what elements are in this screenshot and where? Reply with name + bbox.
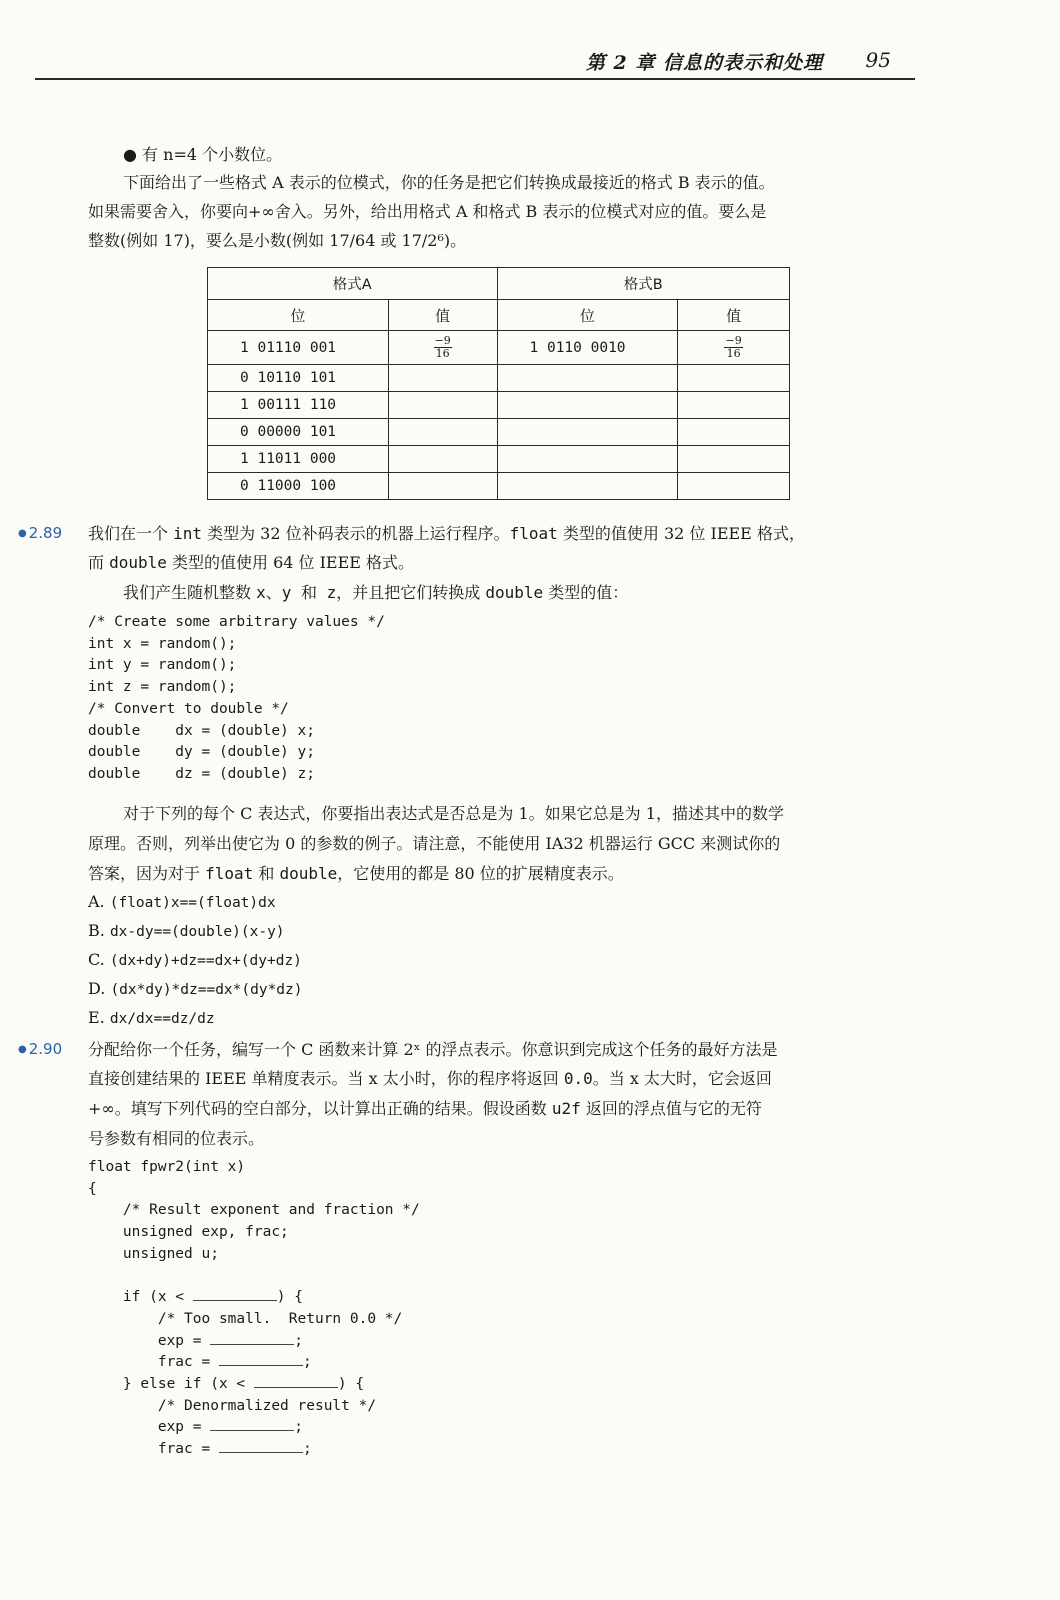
p290-line-1: 分配给你一个任务，编写一个 C 函数来计算 2ˣ 的浮点表示。你意识到完成这个任务的最好方法是 <box>88 1040 778 1059</box>
intro-paragraph-line-2: 如果需要舍入，你要向+∞舍入。另外，给出用格式 A 和格式 B 表示的位模式对应的值。要么是 <box>88 202 767 221</box>
a-bits-cell: 1 11011 000 <box>208 446 389 473</box>
table-row <box>208 392 790 419</box>
bullet-fraction-bits: ● 有 n=4 个小数位。 <box>123 145 283 164</box>
code-line: frac = ; <box>88 1441 312 1458</box>
code-line: exp = ; <box>88 1332 303 1349</box>
p290-code-block <box>88 1157 420 1461</box>
running-header <box>35 48 915 76</box>
fill-in-blank <box>193 1288 277 1301</box>
code-line: double dx = (double) x; <box>88 722 315 739</box>
fill-in-blank <box>210 1332 294 1345</box>
problem-number-2-90: ● 2.90 <box>18 1040 63 1058</box>
code-line: if (x < ) { <box>88 1289 303 1306</box>
code-line: frac = ; <box>88 1354 312 1371</box>
p289-line-1: 我们在一个 int 类型为 32 位补码表示的机器上运行程序。float 类型的值使用 32 位 IEEE 格式， <box>88 524 805 543</box>
code-line: /* Create some arbitrary values */ <box>88 614 385 630</box>
code-line: { <box>88 1180 97 1197</box>
table-row <box>208 419 790 446</box>
b-bits-cell <box>497 473 678 500</box>
b-bits-cell <box>497 419 678 446</box>
table-row <box>208 331 790 365</box>
fill-in-blank <box>219 1353 303 1366</box>
code-line: } else if (x < ) { <box>88 1376 365 1393</box>
p289-line-3: 我们产生随机整数 x、y 和 z，并且把它们转换成 double 类型的值： <box>123 583 629 602</box>
fraction: $\frac{-9}{16}$ <box>434 334 451 360</box>
p290-line-3: +∞。填写下列代码的空白部分，以计算出正确的结果。假设函数 u2f 返回的浮点值与它的无符 <box>88 1099 762 1118</box>
intro-paragraph-line-1: 下面给出了一些格式 A 表示的位模式，你的任务是把它们转换成最接近的格式 B 表示的值。 <box>123 173 775 192</box>
p289-line-2: 而 double 类型的值使用 64 位 IEEE 格式。 <box>88 553 415 572</box>
p289-code-block <box>88 612 385 786</box>
code-line: float fpwr2(int x) <box>88 1159 246 1175</box>
a-value-cell <box>388 473 497 500</box>
code-line: exp = ; <box>88 1419 303 1436</box>
expression-item-c: C. (dx+dy)+dz==dx+(dy+dz) <box>88 950 302 969</box>
code-line: unsigned exp, frac; <box>88 1224 289 1241</box>
a-bits-cell: 0 00000 101 <box>208 419 389 446</box>
a-bits-cell: 0 10110 101 <box>208 365 389 392</box>
b-value-cell <box>678 419 790 446</box>
chapter-title: 第 2 章 信息的表示和处理 <box>585 52 823 74</box>
fill-in-blank <box>210 1418 294 1431</box>
p289-question-line-3: 答案，因为对于 float 和 double，它使用的都是 80 位的扩展精度表示。 <box>88 864 624 883</box>
a-bits-cell: 0 11000 100 <box>208 473 389 500</box>
a-value-cell <box>388 446 497 473</box>
p290-line-2: 直接创建结果的 IEEE 单精度表示。当 x 太小时，你的程序将返回 0.0。当 x 太大时，它会返回 <box>88 1069 772 1088</box>
code-line: double dy = (double) y; <box>88 744 315 761</box>
format-conversion-table <box>207 267 790 500</box>
header-format-b: 格式B <box>497 268 790 300</box>
header-format-a: 格式A <box>208 268 498 300</box>
code-line: /* Result exponent and fraction */ <box>88 1202 420 1219</box>
a-bits-cell: 1 00111 110 <box>208 392 389 419</box>
p289-question-line-2: 原理。否则，列举出使它为 0 的参数的例子。请注意，不能使用 IA32 机器运行 GCC 来测试你的 <box>88 834 781 853</box>
table-row <box>208 365 790 392</box>
header-rule <box>35 78 915 80</box>
code-line: double dz = (double) z; <box>88 765 315 782</box>
problem-number-2-89: ● 2.89 <box>18 524 63 542</box>
intro-paragraph-line-3: 整数(例如 17)，要么是小数(例如 17/64 或 17/2⁶)。 <box>88 231 467 250</box>
code-line: unsigned u; <box>88 1245 219 1262</box>
code-line: int y = random(); <box>88 657 237 674</box>
p289-question-line-1: 对于下列的每个 C 表达式，你要指出表达式是否总是为 1。如果它总是为 1，描述其中的数学 <box>123 804 784 823</box>
b-value-cell <box>678 365 790 392</box>
b-bits-cell <box>497 365 678 392</box>
a-value-cell <box>388 331 497 365</box>
b-value-cell <box>678 331 790 365</box>
b-value-cell <box>678 473 790 500</box>
b-bits-cell <box>497 446 678 473</box>
b-value-cell <box>678 392 790 419</box>
header-a-bits: 位 <box>208 300 389 331</box>
code-line: /* Convert to double */ <box>88 700 289 717</box>
b-bits-cell <box>497 392 678 419</box>
table-row <box>208 473 790 500</box>
a-value-cell <box>388 392 497 419</box>
code-line: /* Too small. Return 0.0 */ <box>88 1310 403 1327</box>
expression-item-b: B. dx-dy==(double)(x-y) <box>88 921 285 940</box>
code-line: int z = random(); <box>88 679 237 696</box>
code-line: int x = random(); <box>88 635 237 652</box>
expression-item-d: D. (dx*dy)*dz==dx*(dy*dz) <box>88 979 303 998</box>
table-row <box>208 446 790 473</box>
a-value-cell <box>388 419 497 446</box>
fraction: $\frac{-9}{16}$ <box>725 334 742 360</box>
expression-item-a: A. (float)x==(float)dx <box>88 892 276 911</box>
fill-in-blank <box>219 1440 303 1453</box>
fill-in-blank <box>254 1375 338 1388</box>
header-b-value: 值 <box>678 300 790 331</box>
header-a-value: 值 <box>388 300 497 331</box>
a-value-cell <box>388 365 497 392</box>
b-bits-cell: 1 0110 0010 <box>497 331 678 365</box>
expression-item-e: E. dx/dx==dz/dz <box>88 1008 215 1027</box>
page-number: 95 <box>865 48 891 72</box>
p290-line-4: 号参数有相同的位表示。 <box>88 1129 265 1148</box>
code-line: /* Denormalized result */ <box>88 1397 377 1414</box>
header-b-bits: 位 <box>497 300 678 331</box>
a-bits-cell: 1 01110 001 <box>208 331 389 365</box>
b-value-cell <box>678 446 790 473</box>
